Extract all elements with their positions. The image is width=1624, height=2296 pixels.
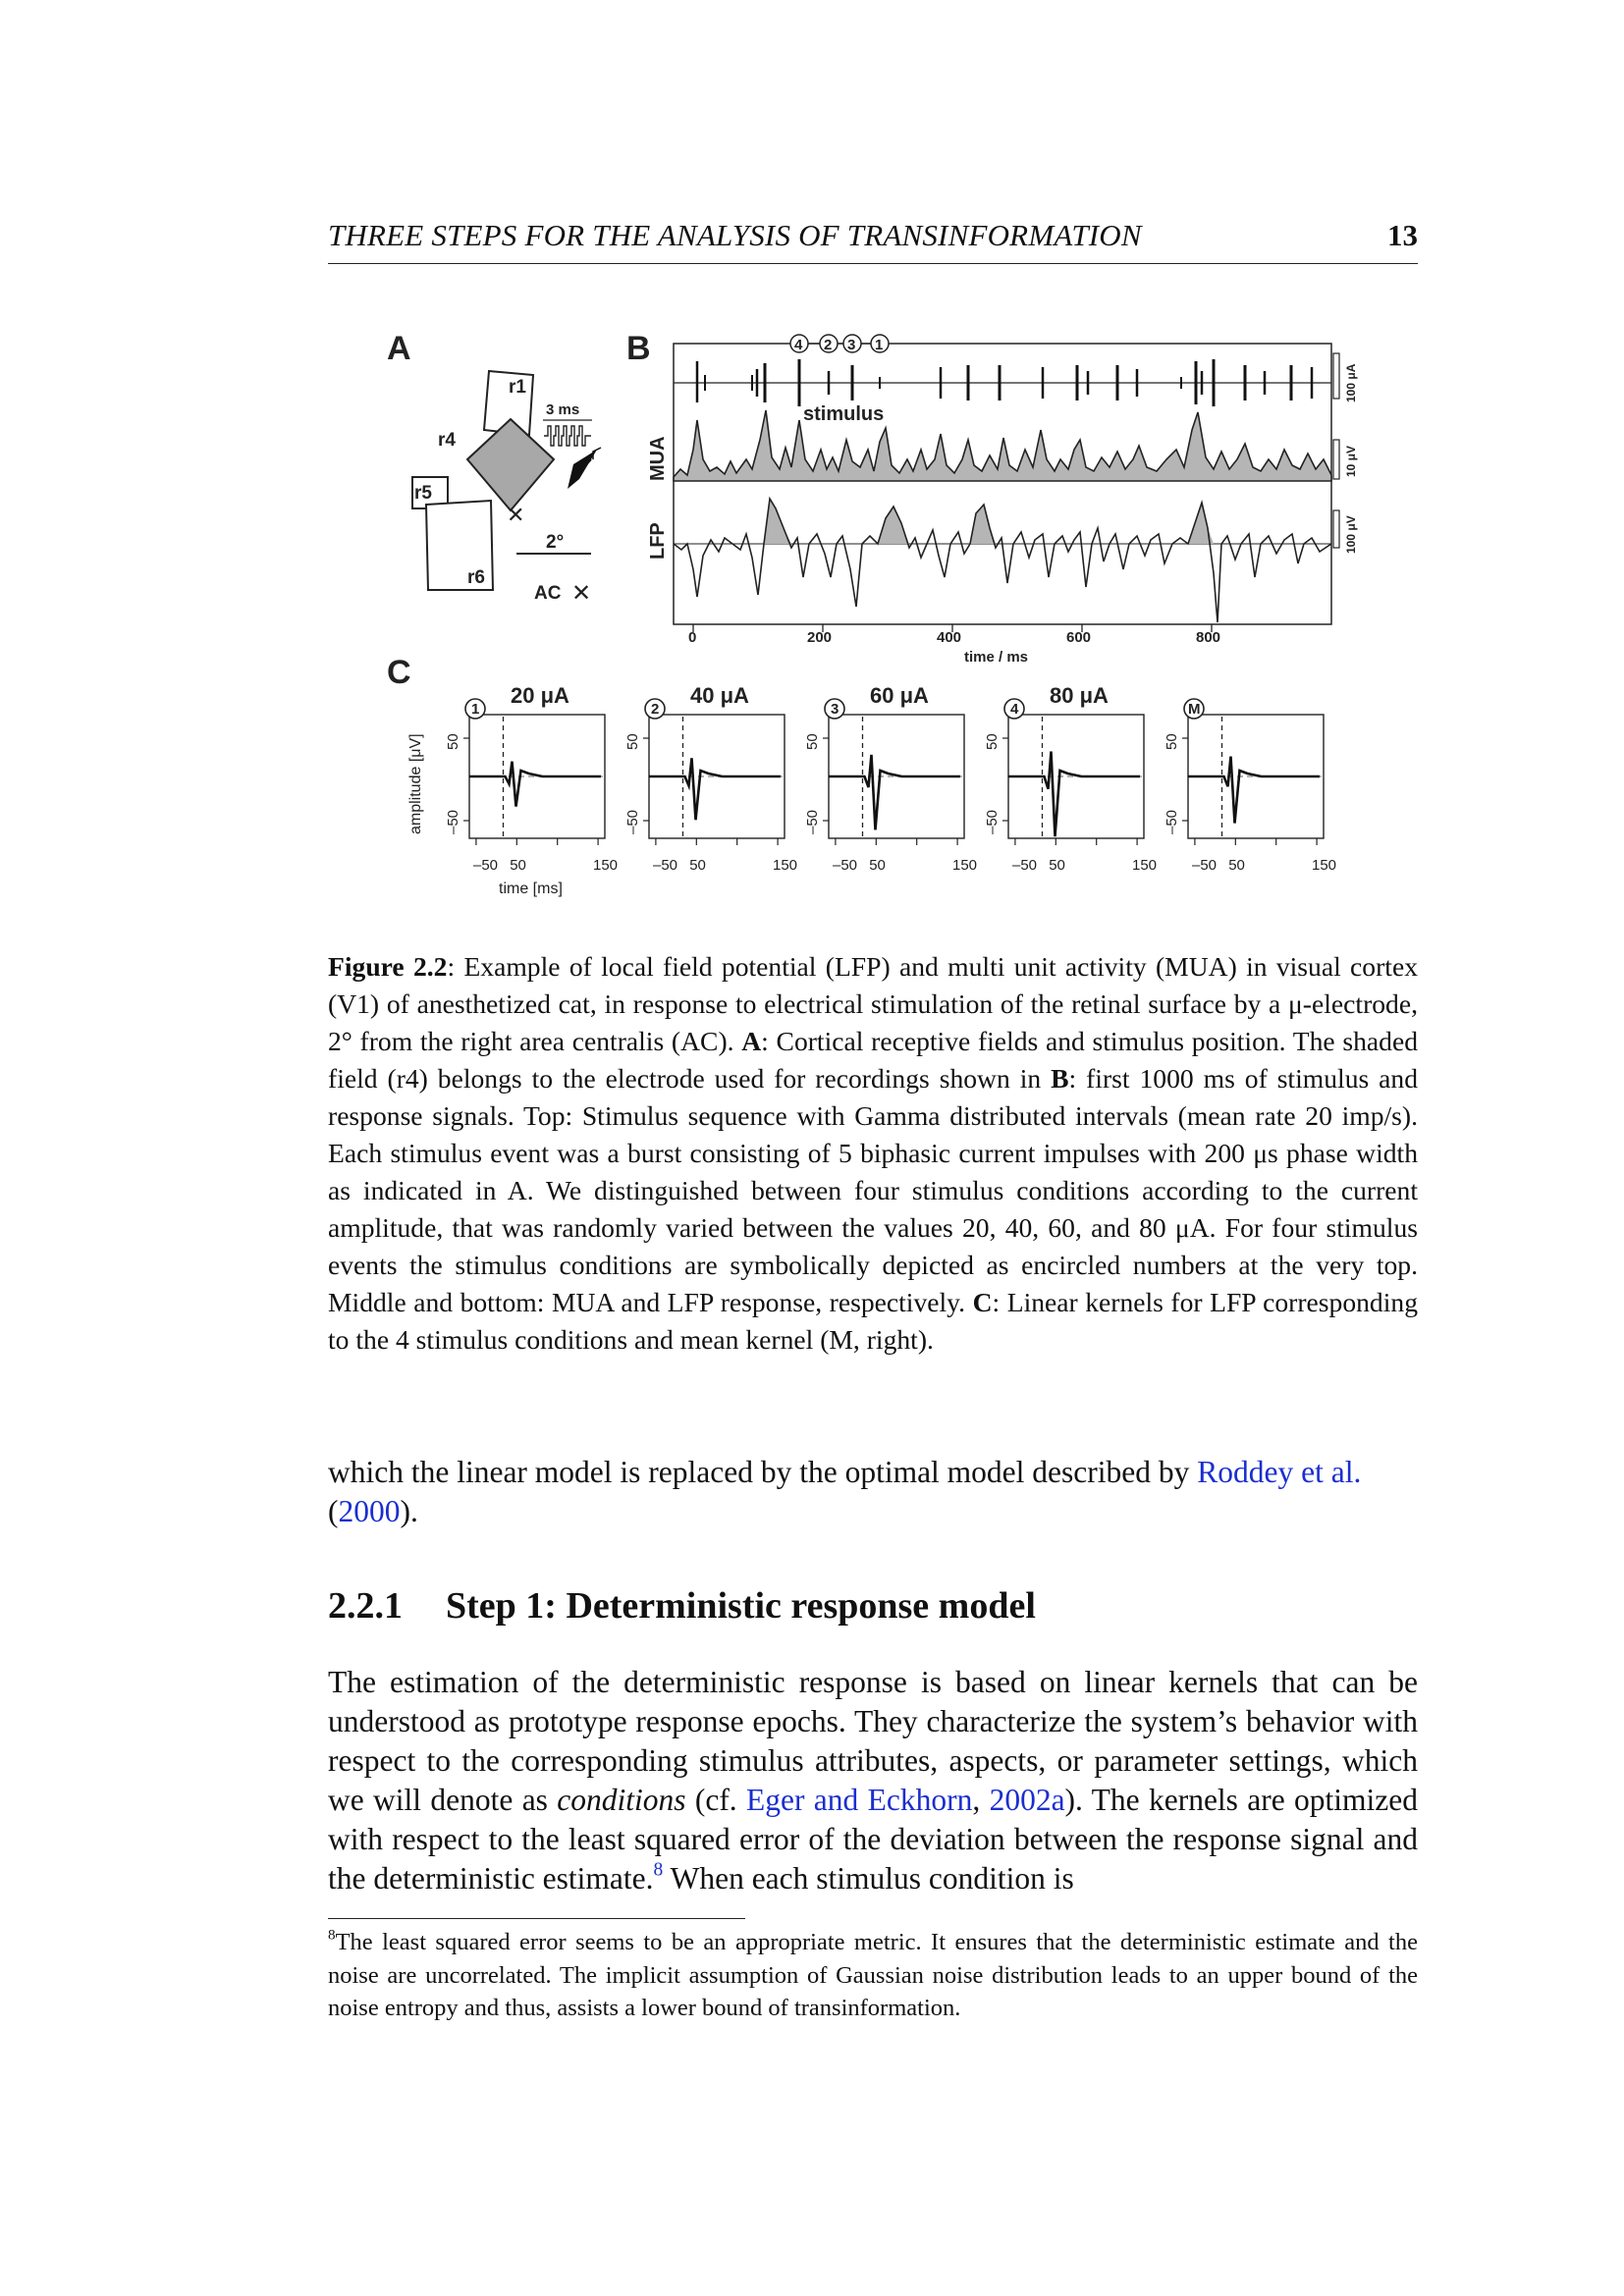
pulse-train — [544, 426, 591, 446]
kernel-ylabel-m50-4: –50 — [984, 809, 1001, 834]
kernel-ylabel-50-M: 50 — [1164, 733, 1180, 750]
page-number: 13 — [1387, 218, 1418, 252]
para2-italic: conditions — [557, 1783, 686, 1817]
mua-trace — [674, 410, 1331, 481]
marker-4: 4 — [794, 337, 803, 353]
citation-roddey-year[interactable]: 2000 — [338, 1494, 401, 1528]
mua-label: MUA — [647, 436, 669, 481]
lfp-label: LFP — [647, 522, 669, 560]
running-title: THREE STEPS FOR THE ANALYSIS OF TRANSINFORMATION — [328, 218, 1142, 252]
caption-bold-c: C — [972, 1287, 993, 1317]
para2-text-4: When each stimulus condition is — [663, 1861, 1074, 1896]
kernel-plots — [445, 683, 1336, 874]
kernel-xlabel-1-0: –50 — [473, 857, 499, 874]
kernel-xlabel-2-2: 150 — [773, 857, 798, 874]
kernel-xlabel-4-1: 50 — [1049, 857, 1065, 874]
kernel-ylabel-m50-1: –50 — [445, 809, 461, 834]
panel-c-x-label: time [ms] — [499, 881, 563, 897]
paragraph-1 — [328, 1453, 1418, 1531]
footnote-rule — [328, 1918, 745, 1919]
scale-mua: 10 μV — [1344, 445, 1358, 477]
caption-text-4: : Linear kernels for LFP corresponding to the 4 stimulus conditions and mean kernel (M, right). — [328, 1287, 1418, 1355]
kernel-xlabel-4-2: 150 — [1132, 857, 1158, 874]
kernel-xlabel-M-0: –50 — [1192, 857, 1218, 874]
kernel-xlabel-1-1: 50 — [510, 857, 526, 874]
kernel-trace-2 — [649, 758, 781, 820]
ac-label: AC — [534, 583, 562, 604]
footnote-ref[interactable]: 8 — [653, 1859, 664, 1881]
x-tick-600: 600 — [1066, 629, 1092, 646]
footnote — [328, 1926, 1418, 2025]
kernel-xlabel-1-2: 150 — [593, 857, 619, 874]
caption-text-3: : first 1000 ms of stimulus and response signals. Top: Stimulus sequence with Gamma distributed intervals (mean rate 20 imp/s). Each stimulus event was a burst consisting of 5 biphasic current impulses with 200 μs phase width as indicated in A. We distinguished between four stimulus conditions according to the current amplitude, that was randomly varied between the values 20, 40, 60, and 80 μA. For four stimulus events the stimulus conditions are symbolically depicted as encircled numbers at the very top. Middle and bottom: MUA and LFP response, respectively. — [328, 1063, 1419, 1317]
x-tick-200: 200 — [807, 629, 833, 646]
scale-stimulus: 100 μA — [1344, 363, 1358, 402]
kernel-xlabel-2-1: 50 — [689, 857, 706, 874]
panel-b-x-label: time / ms — [964, 649, 1029, 666]
kernel-title-1: 20 μA — [511, 683, 569, 708]
kernel-trace-1 — [469, 762, 601, 807]
panel-b-frame — [674, 344, 1331, 624]
ac-cross-icon: ✕ — [571, 580, 592, 607]
field-r4-label: r4 — [438, 430, 456, 451]
marker-3: 3 — [847, 337, 856, 353]
kernel-xlabel-3-0: –50 — [833, 857, 858, 874]
section-heading — [328, 1584, 1036, 1628]
kernel-marker-4: 4 — [1010, 701, 1019, 718]
kernel-xlabel-M-1: 50 — [1228, 857, 1245, 874]
marker-2: 2 — [824, 337, 833, 353]
x-tick-800: 800 — [1196, 629, 1221, 646]
field-r6-label: r6 — [467, 567, 485, 588]
kernel-ylabel-50-2: 50 — [624, 733, 641, 750]
citation-eger[interactable]: Eger and Eckhorn — [746, 1783, 973, 1817]
figure-svg — [381, 312, 1358, 921]
para1-end: ). — [400, 1494, 418, 1528]
paragraph-2 — [328, 1663, 1418, 1898]
caption-label: Figure 2.2 — [328, 951, 448, 982]
pulse-duration-label: 3 ms — [546, 401, 580, 418]
figure-2-2 — [381, 312, 1358, 921]
running-header — [328, 214, 1418, 264]
panel-b-label: B — [626, 330, 651, 367]
receptive-field-map — [412, 371, 601, 607]
stimulus-label: stimulus — [803, 403, 885, 425]
caption-text-1: : Example of local field potential (LFP) and multi unit activity (MUA) in visual cortex (V1) of anesthetized cat, in response to electrical stimulation of the retinal surface by a μ-electrode, 2° from the right area centralis (AC). — [328, 951, 1418, 1056]
caption-bold-a: A — [741, 1026, 762, 1056]
kernel-xlabel-4-0: –50 — [1012, 857, 1038, 874]
footnote-marker: 8 — [328, 1926, 336, 1944]
para2-text-2: (cf. — [685, 1783, 747, 1817]
para2-text-1: The estimation of the deterministic response is based on linear kernels that can be understood as prototype response epochs. They characterize the system’s behavior with respect to the corresponding stimulus attributes, aspects, or parameter settings, which we will denote as — [328, 1665, 1418, 1817]
para2-comma: , — [972, 1783, 990, 1817]
kernel-marker-2: 2 — [651, 701, 660, 718]
citation-eger-year[interactable]: 2002a — [989, 1783, 1065, 1817]
kernel-ylabel-m50-3: –50 — [804, 809, 821, 834]
scale-label: 2° — [546, 532, 565, 553]
kernel-ylabel-m50-2: –50 — [624, 809, 641, 834]
panel-c-label: C — [387, 654, 411, 691]
caption-bold-b: B — [1051, 1063, 1069, 1094]
kernel-marker-M: M — [1188, 701, 1201, 718]
kernel-marker-1: 1 — [471, 701, 480, 718]
kernel-trace-M — [1188, 757, 1320, 824]
kernel-xlabel-2-0: –50 — [653, 857, 678, 874]
kernel-title-2: 40 μA — [690, 683, 749, 708]
kernel-trace-3 — [829, 755, 960, 830]
marker-1: 1 — [875, 337, 884, 353]
para1-paren: ( — [328, 1494, 339, 1528]
section-title: Step 1: Deterministic response model — [446, 1585, 1036, 1627]
kernel-trace-4 — [1008, 752, 1140, 837]
field-r1-label: r1 — [509, 377, 526, 398]
para2-text-3: ). The kernels are optimized with respect to the least squared error of the deviation between the response signal and the deterministic estimate. — [328, 1783, 1419, 1896]
panel-c-y-label: amplitude [μV] — [407, 733, 424, 834]
figure-caption — [328, 948, 1418, 1359]
stim-position-icon: ✕ — [507, 503, 525, 527]
field-r4 — [467, 419, 554, 510]
section-number: 2.2.1 — [328, 1585, 403, 1627]
condition-markers — [790, 335, 889, 353]
panel-b-x-axis — [688, 624, 1220, 666]
x-tick-400: 400 — [937, 629, 962, 646]
field-r5-label: r5 — [414, 483, 432, 504]
kernel-xlabel-M-2: 150 — [1312, 857, 1337, 874]
footnote-text: The least squared error seems to be an appropriate metric. It ensures that the deterministic estimate and the noise are uncorrelated. The implicit assumption of Gaussian noise distribution leads to an upper bound of the noise entropy and thus, assists a lower bound of transinformation. — [328, 1929, 1418, 2021]
x-tick-0: 0 — [688, 629, 697, 646]
kernel-marker-3: 3 — [831, 701, 839, 718]
caption-text-2: : Cortical receptive fields and stimulus position. The shaded field (r4) belongs to the electrode used for recordings shown in — [328, 1026, 1418, 1094]
kernel-ylabel-50-4: 50 — [984, 733, 1001, 750]
panel-b-scales — [1333, 353, 1358, 554]
citation-roddey[interactable]: Roddey et al. — [1197, 1455, 1362, 1489]
panel-a-label: A — [387, 330, 411, 367]
kernel-title-3: 60 μA — [870, 683, 929, 708]
kernel-xlabel-3-2: 150 — [952, 857, 978, 874]
scale-lfp: 100 μV — [1344, 515, 1358, 554]
kernel-title-4: 80 μA — [1050, 683, 1109, 708]
para1-text: which the linear model is replaced by the optimal model described by — [328, 1455, 1198, 1489]
kernel-ylabel-50-3: 50 — [804, 733, 821, 750]
kernel-ylabel-m50-M: –50 — [1164, 809, 1180, 834]
kernel-ylabel-50-1: 50 — [445, 733, 461, 750]
kernel-xlabel-3-1: 50 — [869, 857, 886, 874]
